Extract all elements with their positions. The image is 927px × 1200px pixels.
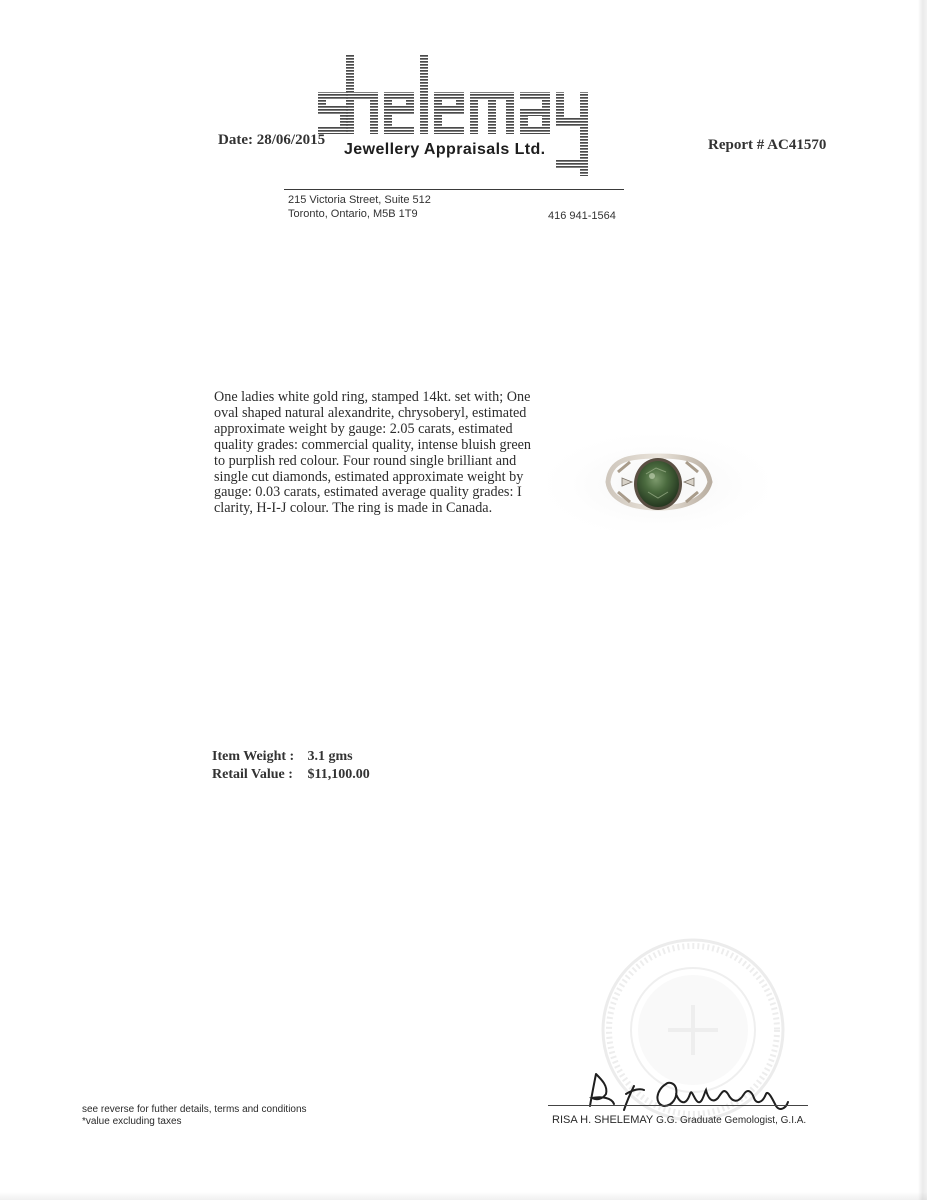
retail-value-label: Retail Value : [212, 767, 293, 782]
scan-bottom-shadow [0, 1192, 927, 1200]
phone-number: 416 941-1564 [548, 210, 616, 222]
address-line-1: 215 Victoria Street, Suite 512 [288, 194, 431, 206]
item-description: One ladies white gold ring, stamped 14kt. set with; One oval shaped natural alexandrite, chrysoberyl, estimated approximate weight by gauge: 2.05 carats, estimated quality grades: commercial quality, intense bluish green to purplish red colour. Four round single brilliant and single cut diamonds, estimated approximate weight by gauge: 0.03 carats, estimated average quality grades: I clarity, H-I-J colour. The ring is made in Canada. [214, 389, 532, 517]
signer-name: RISA H. SHELEMAY [552, 1114, 654, 1126]
terms-note: see reverse for futher details, terms and conditions [82, 1104, 307, 1115]
report-number: Report # AC41570 [708, 137, 827, 153]
ring-photo [548, 430, 768, 530]
report-date: Date: 28/06/2015 [218, 132, 326, 148]
item-weight-value: 3.1 gms [307, 749, 353, 764]
retail-value-row [212, 767, 370, 783]
item-weight-row [212, 749, 353, 765]
scan-edge-shadow [918, 0, 927, 1200]
handwritten-signature [556, 1064, 826, 1114]
retail-value-amount: $11,100.00 [307, 767, 370, 782]
item-weight-label: Item Weight : [212, 749, 295, 764]
header-divider [284, 189, 624, 190]
tax-note: *value excluding taxes [82, 1116, 182, 1127]
address-line-2: Toronto, Ontario, M5B 1T9 [288, 208, 418, 220]
company-name: Jewellery Appraisals Ltd. [344, 141, 546, 158]
signer-block [552, 1114, 806, 1126]
company-logo [310, 52, 600, 182]
signature-line [548, 1105, 808, 1106]
signer-credentials: G.G. Graduate Gemologist, G.I.A. [656, 1115, 807, 1126]
